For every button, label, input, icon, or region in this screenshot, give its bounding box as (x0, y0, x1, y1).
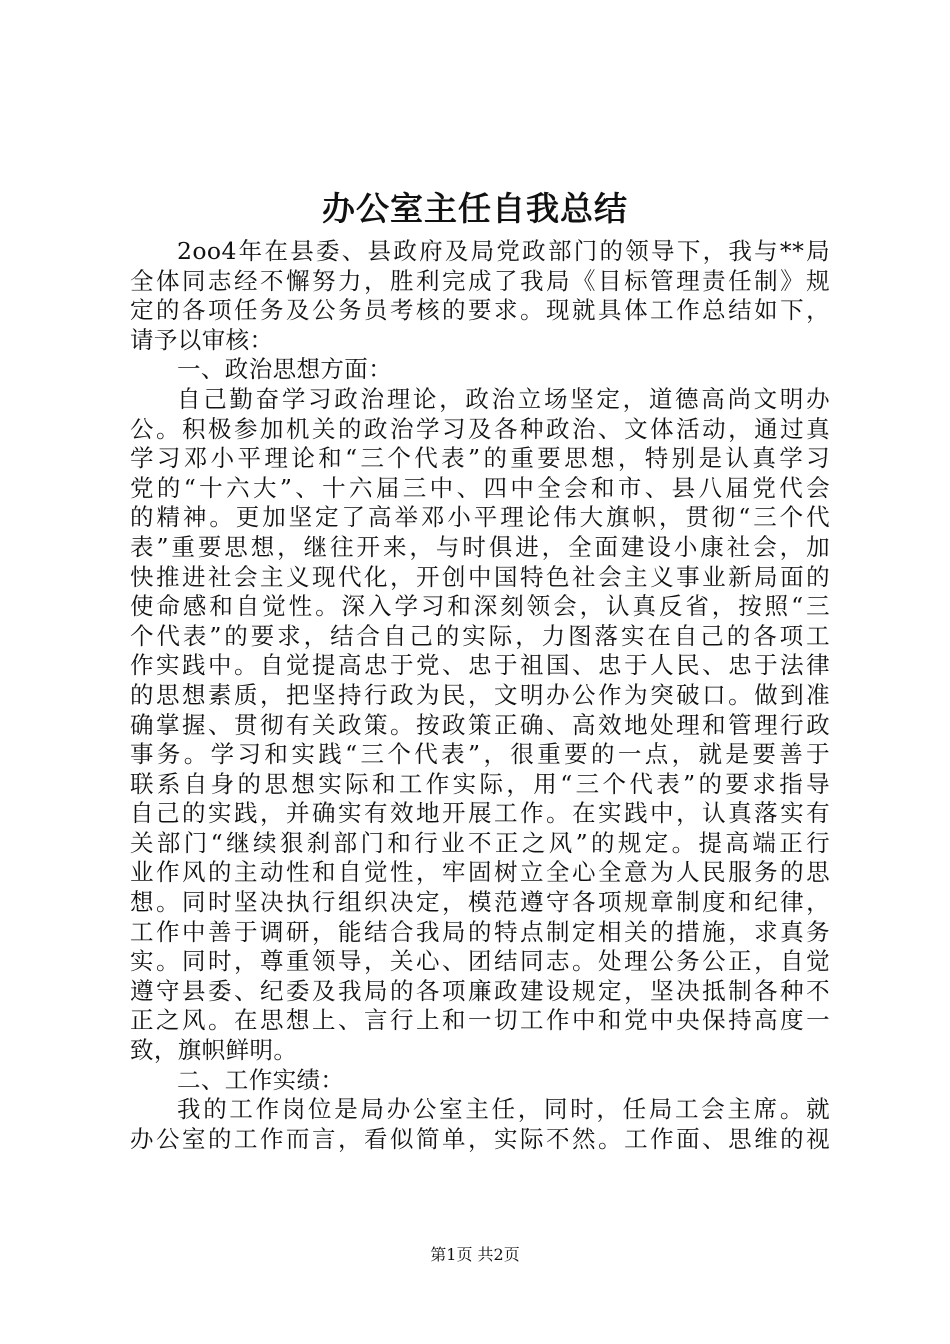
text-line: 二、工作实绩： (177, 1065, 345, 1094)
text-line: 自己勤奋学习政治理论，政治立场坚定，道德高尚文明办 (177, 384, 830, 413)
text-line: 事务。学习和实践“三个代表”，很重要的一点，就是要善于 (130, 740, 830, 769)
text-line: 我的工作岗位是局办公室主任，同时，任局工会主席。就 (177, 1095, 830, 1124)
text-line: 请予以审核： (130, 325, 274, 354)
text-line: 业作风的主动性和自觉性，牢固树立全心全意为人民服务的思 (130, 858, 830, 887)
text-line: 正之风。在思想上、言行上和一切工作中和党中央保持高度一 (130, 1006, 830, 1035)
text-line: 党的“十六大”、十六届三中、四中全会和市、县八届党代会 (130, 473, 830, 502)
page-footer: 第1页 共2页 (430, 1245, 520, 1264)
document-body (130, 237, 830, 1154)
text-line: 的精神。更加坚定了高举邓小平理论伟大旗帜，贯彻“三个代 (130, 503, 830, 532)
text-line: 公。积极参加机关的政治学习及各种政治、文体活动，通过真 (130, 414, 830, 443)
text-line: 一、政治思想方面： (177, 355, 393, 384)
text-line: 定的各项任务及公务员考核的要求。现就具体工作总结如下， (130, 296, 830, 325)
document-title: 办公室主任自我总结 (322, 189, 628, 228)
text-line: 工作中善于调研，能结合我局的特点制定相关的措施，求真务 (130, 917, 830, 946)
text-line: 办公室的工作而言，看似简单，实际不然。工作面、思维的视 (130, 1124, 830, 1153)
text-line: 学习邓小平理论和“三个代表”的重要思想，特别是认真学习 (130, 444, 830, 473)
text-line: 实。同时，尊重领导，关心、团结同志。处理公务公正，自觉 (130, 947, 830, 976)
text-line: 作实践中。自觉提高忠于党、忠于祖国、忠于人民、忠于法律 (130, 651, 830, 680)
text-line: 表”重要思想，继往开来，与时俱进，全面建设小康社会，加 (130, 532, 830, 561)
text-line: 联系自身的思想实际和工作实际，用“三个代表”的要求指导 (130, 769, 830, 798)
text-line: 使命感和自觉性。深入学习和深刻领会，认真反省，按照“三 (130, 592, 830, 621)
text-line: 自己的实践，并确实有效地开展工作。在实践中，认真落实有 (130, 799, 830, 828)
text-line: 2oo4年在县委、县政府及局党政部门的领导下，我与**局 (177, 237, 830, 265)
text-line: 快推进社会主义现代化，开创中国特色社会主义事业新局面的 (130, 562, 830, 591)
text-line: 个代表”的要求，结合自己的实际，力图落实在自己的各项工 (130, 621, 830, 650)
text-line: 致，旗帜鲜明。 (130, 1036, 298, 1065)
text-line: 想。同时坚决执行组织决定，模范遵守各项规章制度和纪律， (130, 888, 830, 917)
text-line: 的思想素质，把坚持行政为民，文明办公作为突破口。做到准 (130, 680, 830, 709)
text-line: 关部门“继续狠刹部门和行业不正之风”的规定。提高端正行 (130, 828, 830, 857)
text-line: 全体同志经不懈努力，胜利完成了我局《目标管理责任制》规 (130, 266, 830, 295)
text-line: 遵守县委、纪委及我局的各项廉政建设规定，坚决抵制各种不 (130, 976, 830, 1005)
text-line: 确掌握、贯彻有关政策。按政策正确、高效地处理和管理行政 (130, 710, 830, 739)
